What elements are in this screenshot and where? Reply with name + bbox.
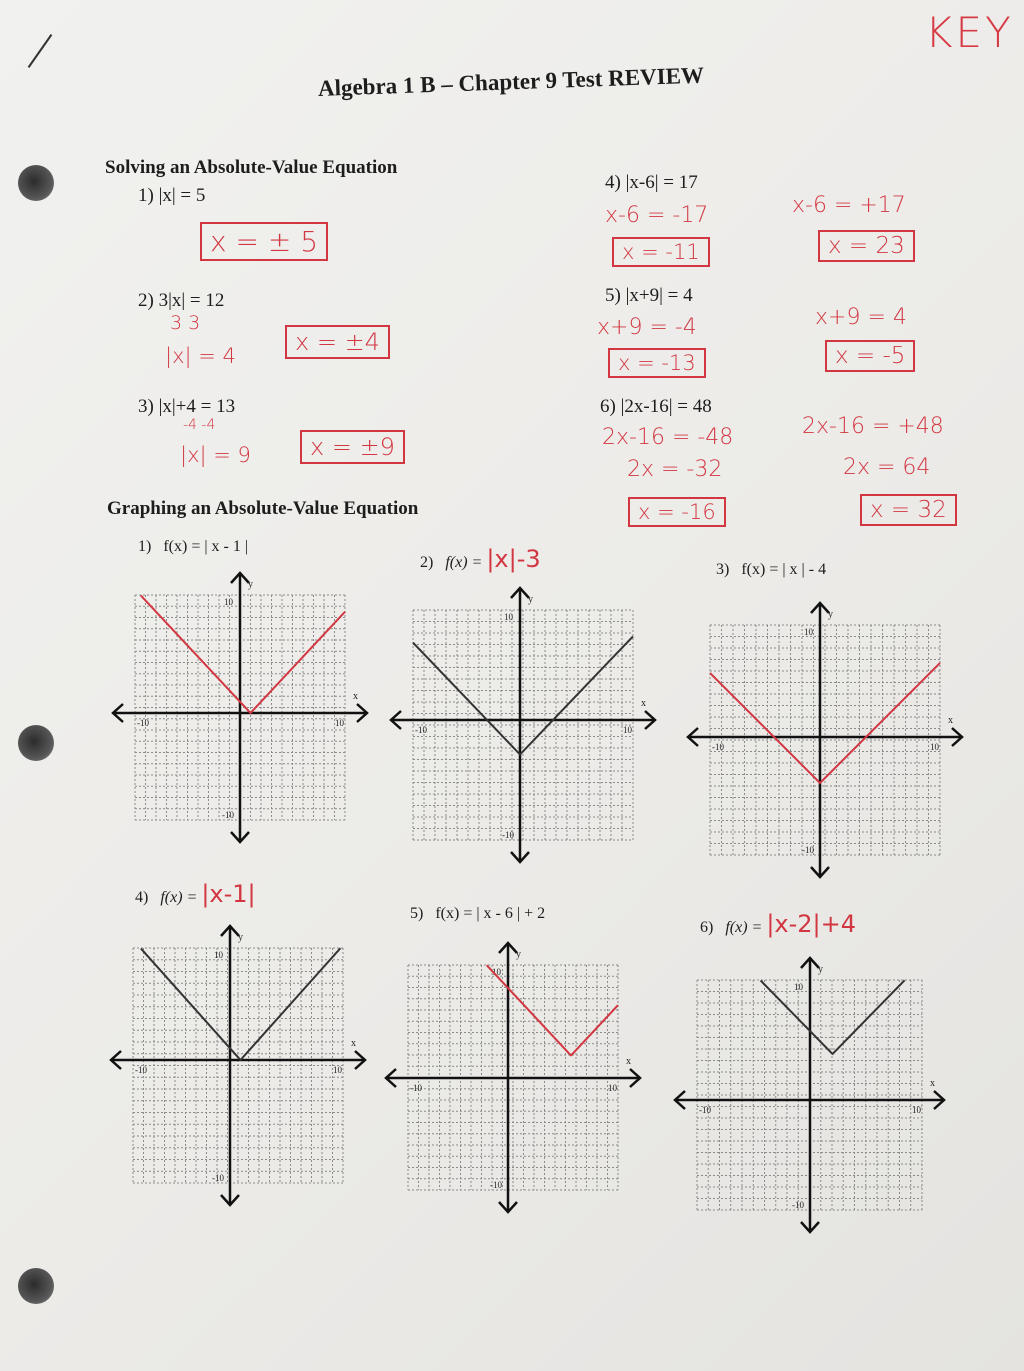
answer-5-right: x = -5 bbox=[825, 340, 915, 372]
svg-text:y: y bbox=[818, 964, 823, 975]
graph-2 bbox=[383, 580, 663, 870]
pen-mark bbox=[28, 34, 53, 68]
section-heading-solving: Solving an Absolute-Value Equation bbox=[105, 157, 398, 178]
svg-text:y: y bbox=[528, 594, 533, 605]
work-6-right-2: 2x = 64 bbox=[843, 455, 931, 480]
svg-text:x: x bbox=[948, 715, 953, 726]
svg-text:-10: -10 bbox=[415, 725, 427, 735]
answer-6-right: x = 32 bbox=[860, 494, 957, 526]
work-6-left-2: 2x = -32 bbox=[627, 457, 723, 482]
svg-text:10: 10 bbox=[623, 725, 632, 735]
svg-text:10: 10 bbox=[930, 742, 939, 752]
key-mark: KEY bbox=[925, 8, 1014, 57]
svg-text:10: 10 bbox=[214, 950, 223, 960]
svg-text:10: 10 bbox=[912, 1105, 921, 1115]
svg-text:-10: -10 bbox=[712, 742, 724, 752]
svg-text:-10: -10 bbox=[490, 1180, 502, 1190]
svg-text:10: 10 bbox=[608, 1083, 617, 1093]
svg-text:x: x bbox=[930, 1078, 935, 1089]
svg-text:y: y bbox=[828, 609, 833, 620]
svg-text:-10: -10 bbox=[792, 1200, 804, 1210]
svg-text:-10: -10 bbox=[699, 1105, 711, 1115]
answer-3: x = ±9 bbox=[300, 430, 405, 464]
work-4-right: x-6 = +17 bbox=[792, 193, 906, 218]
answer-6-left: x = -16 bbox=[628, 497, 726, 527]
section-heading-graphing: Graphing an Absolute-Value Equation bbox=[107, 498, 419, 519]
problem-3: 3) |x|+4 = 13 bbox=[138, 396, 236, 417]
work-5-left: x+9 = -4 bbox=[597, 315, 697, 340]
svg-text:10: 10 bbox=[794, 982, 803, 992]
work-5-right: x+9 = 4 bbox=[815, 305, 907, 330]
graph-5-label: 5) f(x) = | x - 6 | + 2 bbox=[410, 905, 546, 922]
svg-text:y: y bbox=[248, 579, 253, 590]
svg-text:-10: -10 bbox=[135, 1065, 147, 1075]
svg-text:-10: -10 bbox=[502, 830, 514, 840]
graph-4-label: 4) f(x) = |x-1| bbox=[135, 880, 256, 908]
svg-text:-10: -10 bbox=[222, 810, 234, 820]
svg-text:x: x bbox=[351, 1038, 356, 1049]
answer-2: x = ±4 bbox=[285, 325, 390, 359]
svg-text:-10: -10 bbox=[410, 1083, 422, 1093]
svg-text:x: x bbox=[626, 1056, 631, 1067]
svg-text:-10: -10 bbox=[802, 845, 814, 855]
svg-text:10: 10 bbox=[335, 718, 344, 728]
graph-3 bbox=[680, 595, 970, 885]
work-2a: 3 3 bbox=[170, 312, 201, 334]
graph-2-label: 2) f(x) = |x|-3 bbox=[420, 545, 541, 573]
work-2b: |x| = 4 bbox=[165, 344, 236, 368]
answer-1: x = ± 5 bbox=[200, 222, 328, 261]
svg-text:-10: -10 bbox=[137, 718, 149, 728]
svg-text:x: x bbox=[353, 691, 358, 702]
punch-hole bbox=[18, 1268, 54, 1304]
work-3a: -4 -4 bbox=[183, 417, 216, 433]
graph-1 bbox=[105, 565, 375, 850]
punch-hole bbox=[18, 165, 54, 201]
work-3b: |x| = 9 bbox=[180, 443, 251, 467]
graph-4 bbox=[103, 918, 373, 1213]
punch-hole bbox=[18, 725, 54, 761]
answer-4-right: x = 23 bbox=[818, 230, 915, 262]
problem-5: 5) |x+9| = 4 bbox=[605, 285, 693, 306]
svg-text:10: 10 bbox=[504, 612, 513, 622]
problem-1: 1) |x| = 5 bbox=[138, 185, 206, 206]
svg-text:x: x bbox=[641, 698, 646, 709]
graph-1-label: 1) f(x) = | x - 1 | bbox=[138, 538, 249, 555]
svg-text:-10: -10 bbox=[212, 1173, 224, 1183]
graph-6-label: 6) f(x) = |x-2|+4 bbox=[700, 910, 857, 938]
problem-4: 4) |x-6| = 17 bbox=[605, 172, 698, 193]
svg-text:10: 10 bbox=[804, 627, 813, 637]
answer-5-left: x = -13 bbox=[608, 348, 706, 378]
work-6-right: 2x-16 = +48 bbox=[802, 414, 944, 439]
page-title: Algebra 1 B – Chapter 9 Test REVIEW bbox=[317, 62, 705, 101]
svg-text:10: 10 bbox=[492, 967, 501, 977]
problem-2: 2) 3|x| = 12 bbox=[138, 290, 225, 311]
svg-text:10: 10 bbox=[224, 597, 233, 607]
answer-4-left: x = -11 bbox=[612, 237, 710, 267]
problem-6: 6) |2x-16| = 48 bbox=[600, 396, 712, 417]
graph-6 bbox=[667, 950, 952, 1240]
graph-3-label: 3) f(x) = | x | - 4 bbox=[716, 561, 827, 578]
svg-text:y: y bbox=[238, 932, 243, 943]
graph-5 bbox=[378, 935, 648, 1220]
work-4-left: x-6 = -17 bbox=[605, 203, 709, 228]
work-6-left: 2x-16 = -48 bbox=[602, 425, 734, 450]
svg-text:y: y bbox=[516, 949, 521, 960]
svg-text:10: 10 bbox=[333, 1065, 342, 1075]
